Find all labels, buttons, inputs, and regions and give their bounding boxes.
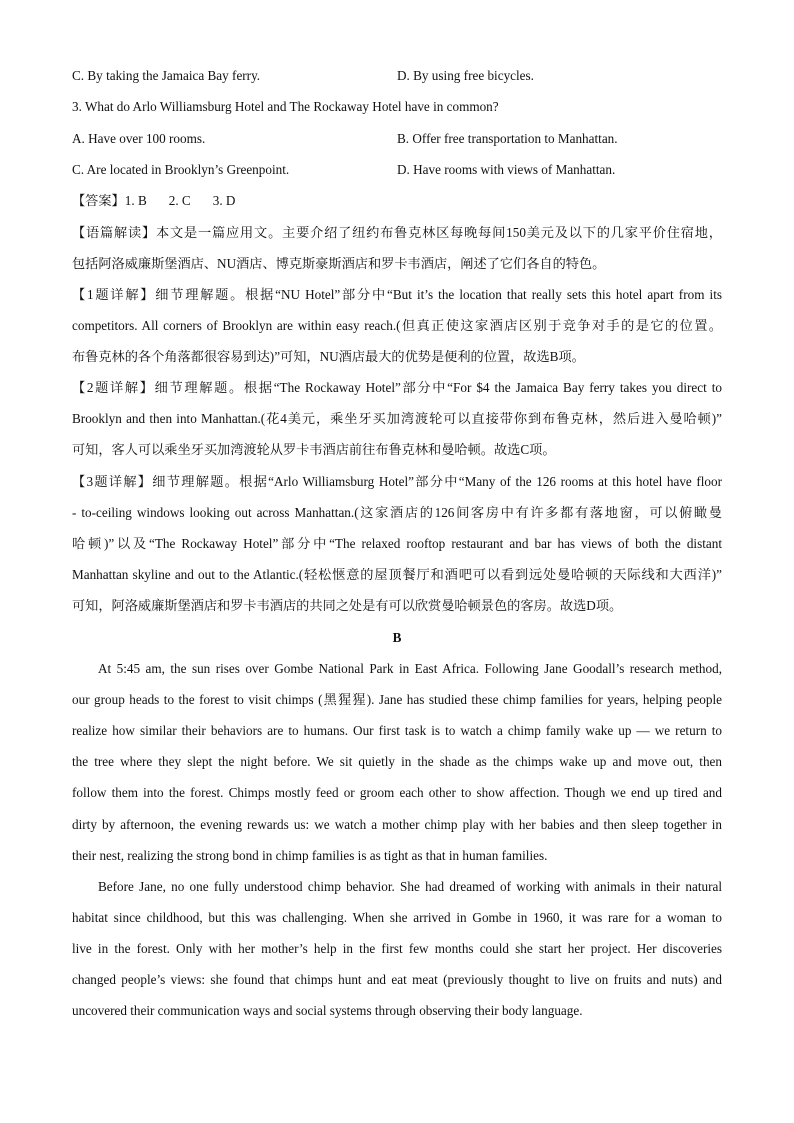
q3-option-c: C. Are located in Brooklyn’s Greenpoint. [72, 162, 290, 177]
analysis-q3-line: - to-ceiling windows looking out across Manhattan.(这家酒店的126间客房中有许多都有落地窗，可以俯瞰曼 [72, 505, 722, 520]
analysis-q2-line: 可知，客人可以乘坐牙买加湾渡轮从罗卡韦酒店前往布鲁克林和曼哈顿。故选C项。 [72, 442, 556, 457]
analysis-q1-line: 布鲁克林的各个角落都很容易到达)”可知，NU酒店最大的优势是便利的位置，故选B项。 [72, 349, 585, 364]
analysis-q3-line: 可知，阿洛威廉斯堡酒店和罗卡韦酒店的共同之处是有可以欣赏曼哈顿景色的客房。故选D项。 [72, 598, 623, 613]
answer-item: 2. C [168, 193, 191, 208]
analysis-reading-line: 【语篇解读】本文是一篇应用文。主要介绍了纽约布鲁克林区每晚每间150美元及以下的几家平价住宿地， [72, 225, 722, 240]
para1-line: their nest, realizing the strong bond in chimp families is as tight as that in human families. [72, 848, 548, 863]
q3-options-row-1 [72, 129, 722, 149]
section-b-heading: B [392, 630, 402, 645]
q3-option-d: D. Have rooms with views of Manhattan. [397, 162, 616, 177]
analysis-q2-line: Brooklyn and then into Manhattan.(花4美元，乘坐牙买加湾渡轮可以直接带你到布鲁克林，然后进入曼哈顿)” [72, 411, 722, 426]
q2-options-row [72, 66, 722, 86]
para1-line: At 5:45 am, the sun rises over Gombe National Park in East Africa. Following Jane Goodall’s research method, [98, 661, 722, 676]
para1-line: follow them into the forest. Chimps mostly feed or groom each other to show affection. Though we end up tired and [72, 785, 722, 800]
q2-option-d: D. By using free bicycles. [397, 68, 534, 83]
answer-item: 1. B [124, 193, 147, 208]
q3-stem: 3. What do Arlo Williamsburg Hotel and The Rockaway Hotel have in common? [72, 99, 499, 114]
para2-line: uncovered their communication ways and social systems through observing their body language. [72, 1003, 583, 1018]
answer-line [72, 191, 722, 211]
para2-line: live in the forest. Only with her mother’s help in the first few months could she start her project. Her discoveries [72, 941, 722, 956]
q2-option-c: C. By taking the Jamaica Bay ferry. [72, 68, 261, 83]
q3-option-b: B. Offer free transportation to Manhattan. [397, 131, 618, 146]
answer-item: 3. D [212, 193, 236, 208]
analysis-q3-line: 【3题详解】细节理解题。根据“Arlo Williamsburg Hotel”部分中“Many of the 126 rooms at this hotel have floor [72, 474, 722, 489]
q3-options-row-2 [72, 160, 722, 180]
para1-line: our group heads to the forest to visit chimps (黑猩猩). Jane has studied these chimp families for years, helping people [72, 692, 722, 707]
para2-line: habitat since childhood, but this was challenging. When she arrived in Gombe in 1960, it was rare for a woman to [72, 910, 722, 925]
analysis-q2-line: 【2题详解】细节理解题。根据“The Rockaway Hotel”部分中“For $4 the Jamaica Bay ferry takes you direct to [72, 380, 722, 395]
para1-line: the tree where they slept the night before. We sit quietly in the shade as the chimps wake up and move out, then [72, 754, 722, 769]
para2-line: changed people’s views: she found that chimps hunt and eat meat (previously thought to live on fruits and nuts) and [72, 972, 722, 987]
analysis-q1-line: competitors. All corners of Brooklyn are within easy reach.(但真正使这家酒店区别于竞争对手的是它的位置。 [72, 318, 722, 333]
para1-line: realize how similar their behaviors are to humans. Our first task is to watch a chimp family wake up — we return to [72, 723, 722, 738]
analysis-q3-line: Manhattan skyline and out to the Atlantic.(轻松惬意的屋顶餐厅和酒吧可以看到远处曼哈顿的天际线和大西洋)” [72, 567, 722, 582]
answer-label: 【答案】 [72, 193, 125, 208]
q3-option-a: A. Have over 100 rooms. [72, 131, 206, 146]
analysis-q1-line: 【1题详解】细节理解题。根据“NU Hotel”部分中“But it’s the location that really sets this hotel apart from its [72, 287, 722, 302]
para2-line: Before Jane, no one fully understood chimp behavior. She had dreamed of working with animals in their natural [98, 879, 722, 894]
analysis-reading-line: 包括阿洛威廉斯堡酒店、NU酒店、博克斯豪斯酒店和罗卡韦酒店，阐述了它们各自的特色。 [72, 256, 606, 271]
para1-line: dirty by afternoon, the evening rewards us: we watch a mother chimp play with her babies and then sleep together in [72, 817, 722, 832]
analysis-q3-line: 哈顿)”以及“The Rockaway Hotel”部分中“The relaxed rooftop restaurant and bar has views of both the distant [72, 536, 722, 551]
